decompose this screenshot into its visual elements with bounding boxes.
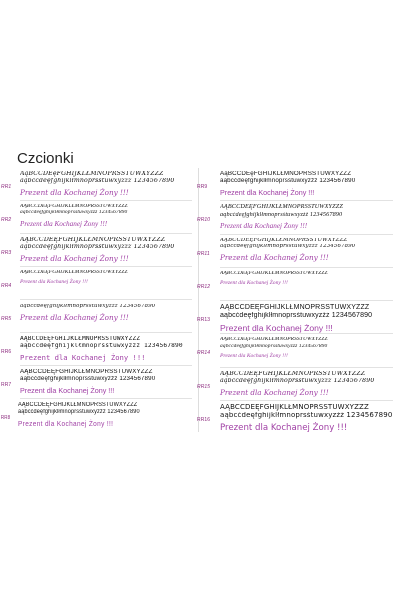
uppercase-sample: AĄBCĆDEĘFGHIJKLŁMNOPRSŚTUWXYZŹŻ [220, 404, 369, 412]
uppercase-sample: AąBCĆDEęFGHIJKLŁMNOPRSŚTUWXYZŹŻ [20, 171, 164, 177]
row-separator [220, 300, 393, 301]
uppercase-sample: AĄBCĆDEĘFGHIJKLŁMNOPRSŚTUWXYZŹŻ [220, 304, 370, 312]
font-code: RR2 [1, 217, 12, 223]
font-sample-rr13 [197, 303, 401, 336]
sample-phrase: Prezent dla Kochanej Żony !!! [20, 279, 88, 286]
sample-phrase: Prezent dla Kochanej Żony !!! [20, 188, 129, 198]
font-code: RR6 [1, 349, 12, 355]
sample-phrase: Prezent dla Kochanej Żony !!! [220, 221, 308, 230]
sample-phrase: Prezent dla Kochanej Żony !!! [20, 353, 146, 363]
lowercase-sample: aąbcćdeęfghijklłmnoprsśtuwxyzźż 1234567890 [20, 343, 183, 350]
uppercase-sample: AĄBCĆDEĘFGHIJKLŁMNOPRSŚTUWXYZŹŻ [220, 237, 348, 243]
font-code: RR7 [1, 382, 12, 388]
uppercase-sample: AĄBCĆDEĘFGHIJKLŁMNOPRSŚTUWXYZŹŻ [20, 237, 166, 243]
font-sample-rr3 [0, 236, 200, 269]
font-code: RR10 [197, 217, 211, 224]
font-code: RR4 [1, 283, 12, 289]
row-separator [20, 233, 192, 234]
lowercase-sample: aąbcćdeęfghijklłmnoprsśtuwxyzźż 1234567890 [220, 412, 393, 420]
sample-phrase: Prezent dla Kochanej Żony !!! [20, 386, 115, 396]
page-title: Czcionki [17, 150, 74, 167]
uppercase-sample: AĄBCĆDEĘFGHIJKLŁMNOPRSŚTUWXYZŹŻ [20, 336, 141, 342]
sample-phrase: Prezent dla Kochanej Żony !!! [220, 323, 333, 334]
font-sample-rr8 [0, 401, 180, 434]
font-code: RR9 [197, 184, 208, 190]
font-sample-rr14 [197, 336, 401, 369]
font-code: RR5 [1, 316, 12, 322]
row-separator [20, 332, 192, 333]
font-code: RR15 [197, 383, 211, 390]
sample-phrase: Prezent dla Kochanej Żony !!! [18, 419, 114, 429]
row-separator [20, 200, 192, 201]
font-sample-rr4 [0, 269, 200, 302]
uppercase-sample: AĄBCĆDEĘFGHIJKLŁMNOPRSŚTUWXYZŹŻ [20, 369, 153, 375]
row-separator [20, 299, 192, 300]
font-sample-rr11 [197, 237, 401, 270]
uppercase-sample: AąBCĆDEęFGHIJKLŁMNOPRSŚTUWXYZŹŻ [220, 171, 352, 177]
row-separator [20, 398, 192, 399]
row-separator [220, 333, 393, 334]
uppercase-sample: AĄBCĆDEĘFGHIJKLŁMNOPRSŚTUWXYZŹŻ [220, 370, 366, 377]
uppercase-sample: AĄBCĆDEĘFGHIJKLŁMNOPRSŚTUWXYZŹŻ [220, 204, 343, 211]
lowercase-sample: aąbcćdeęfghijklłmnoprsśtuwxyzźż 1234567890 [20, 376, 156, 383]
sample-phrase: Prezent dla Kochanej Żony !!! [20, 219, 108, 228]
font-sample-rr9 [197, 170, 401, 203]
font-sample-rr15 [197, 370, 401, 403]
row-separator [220, 267, 393, 268]
uppercase-sample: AĄBCĆDEĘFGHIJKLŁMNOPRSŚTUWXYZŹŻ [18, 402, 138, 408]
font-code: RR1 [1, 184, 12, 190]
sample-phrase: Prezent dla Kochanej Żony !!! [20, 254, 129, 264]
font-sample-rr16 [197, 403, 401, 436]
lowercase-sample: aąbcćdeęfghijklłmnoprsśtuwxyzźż 1234567890 [20, 178, 175, 185]
row-separator [20, 365, 192, 366]
sample-phrase: Prezent dla Kochanej Żony !!! [20, 313, 129, 323]
row-separator [20, 266, 192, 267]
lowercase-sample: aąbcćdeęfghijklłmnoprsśtuwxyzźż 1234567890 [220, 211, 343, 218]
font-sample-rr12 [197, 270, 401, 303]
font-sample-rr7 [0, 368, 200, 401]
sample-phrase: Prezent dla Kochanej Żony !!! [220, 188, 315, 198]
row-separator [220, 400, 393, 401]
sample-phrase: Prezent dla Kochanej Żony !!! [220, 353, 288, 360]
row-separator [220, 367, 393, 368]
row-separator [220, 234, 393, 235]
uppercase-sample: AĄBCĆDEĘFGHIJKLŁMNOPRSŚTUWXYZŹŻ [20, 270, 128, 275]
lowercase-sample: aąbcćdeęfghijklłmnoprsśtuwxyzźż 1234567890 [220, 312, 373, 320]
row-separator [220, 200, 393, 201]
uppercase-sample: AĄBCĆDEĘFGHIJKLŁMNOPRSŚTUWXYZŹŻ [220, 337, 328, 343]
font-sample-rr10 [197, 203, 401, 236]
font-sample-rr1 [0, 170, 200, 203]
uppercase-sample: AĄBCĆDEĘFGHIJKLŁMNOPRSŚTUWXYZŹŻ [20, 204, 128, 209]
sample-phrase: Prezent dla Kochanej Żony !!! [220, 280, 288, 287]
font-code: RR8 [0, 415, 11, 421]
font-code: RR11 [197, 250, 210, 257]
lowercase-sample: aąbcćdeęfghijklłmnoprsśtuwxyzźż 1234567890 [220, 343, 328, 349]
lowercase-sample: aąbcćdeęfghijklłmnoprsśtuwxyzźż 1234567890 [20, 210, 128, 216]
font-code: RR14 [197, 350, 211, 357]
font-code: RR13 [197, 317, 211, 324]
font-sample-rr6 [0, 335, 200, 368]
font-list-right [197, 170, 401, 436]
font-list-left [0, 170, 200, 434]
sample-phrase: Prezent dla Kochanej Żony !!! [220, 253, 329, 263]
font-sample-rr5 [0, 302, 200, 335]
lowercase-sample: aąbcćdeęfghijklłmnoprsśtuwxyzźż 1234567890 [20, 244, 175, 251]
lowercase-sample: aąbcćdeęfghijklłmnoprsśtuwxyzźż 1234567890 [220, 244, 356, 249]
sample-phrase: Prezent dla Kochanej Żony !!! [220, 388, 329, 398]
font-code: RR16 [197, 417, 211, 424]
font-code: RR3 [1, 250, 12, 256]
lowercase-sample: aąbcćdeęfghijklłmnoprsśtuwxyzźż 1234567890 [20, 304, 156, 309]
font-sample-rr2 [0, 203, 200, 236]
lowercase-sample: aąbcćdeęfghijklłmnoprsśtuwxyzźż 1234567890 [18, 409, 140, 416]
lowercase-sample: aąbcćdeęfghijklłmnoprsśtuwxyzźż 1234567890 [220, 377, 375, 384]
sample-phrase: Prezent dla Kochanej Żony !!! [220, 423, 348, 434]
lowercase-sample: aąbcćdeęfghijklłmnoprsśtuwxyzźż 1234567890 [220, 178, 356, 185]
uppercase-sample: AĄBCĆDEĘFGHIJKLŁMNOPRSŚTUWXYZŹŻ [220, 270, 328, 276]
font-code: RR12 [197, 283, 211, 290]
